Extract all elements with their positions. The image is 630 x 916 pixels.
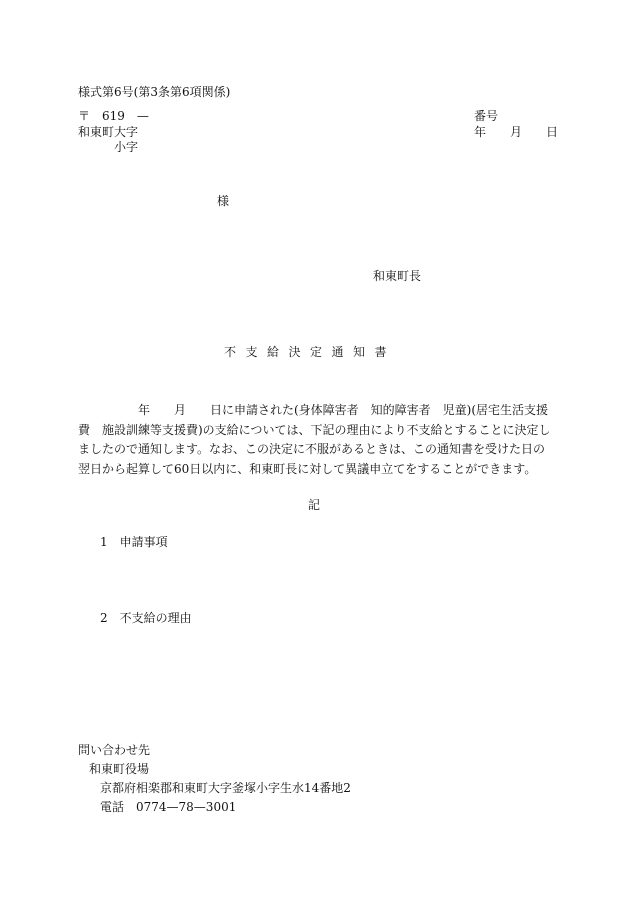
reference-number-label: 番号 bbox=[474, 109, 499, 123]
contact-office: 和東町役場 bbox=[89, 762, 150, 776]
item-application-matter: 1 申請事項 bbox=[100, 535, 168, 549]
ki-marker: 記 bbox=[308, 498, 321, 512]
notice-body: 年 月 日に申請された(身体障害者 知的障害者 児童)(居宅生活支援費 施設訓練等支援費)の支給については、下記の理由により不支給とすることに決定しましたので通知します。なお、この決定に不服があるときは、この通知書を受けた日の翌日から起算して60日以内に、和東町長に対して異議申立てをすることができます。 bbox=[78, 403, 551, 476]
postal-code: 〒 619 — bbox=[78, 109, 149, 123]
contact-heading: 問い合わせ先 bbox=[78, 743, 151, 757]
item-non-payment-reason: 2 不支給の理由 bbox=[100, 611, 192, 625]
contact-address: 京都府相楽郡和東町大字釜塚小字生水14番地2 bbox=[100, 781, 351, 795]
contact-phone: 電話 0774—78—3001 bbox=[100, 800, 237, 814]
address-town: 和東町大字 bbox=[78, 125, 139, 139]
form-label: 様式第6号(第3条第6項関係) bbox=[78, 85, 231, 99]
document-title: 不支給決定通知書 bbox=[224, 345, 397, 359]
issue-date-line: 年 月 日 bbox=[474, 125, 559, 139]
recipient-suffix: 様 bbox=[217, 194, 230, 208]
address-aza: 小字 bbox=[114, 140, 139, 154]
issuer-name: 和東町長 bbox=[373, 269, 422, 283]
